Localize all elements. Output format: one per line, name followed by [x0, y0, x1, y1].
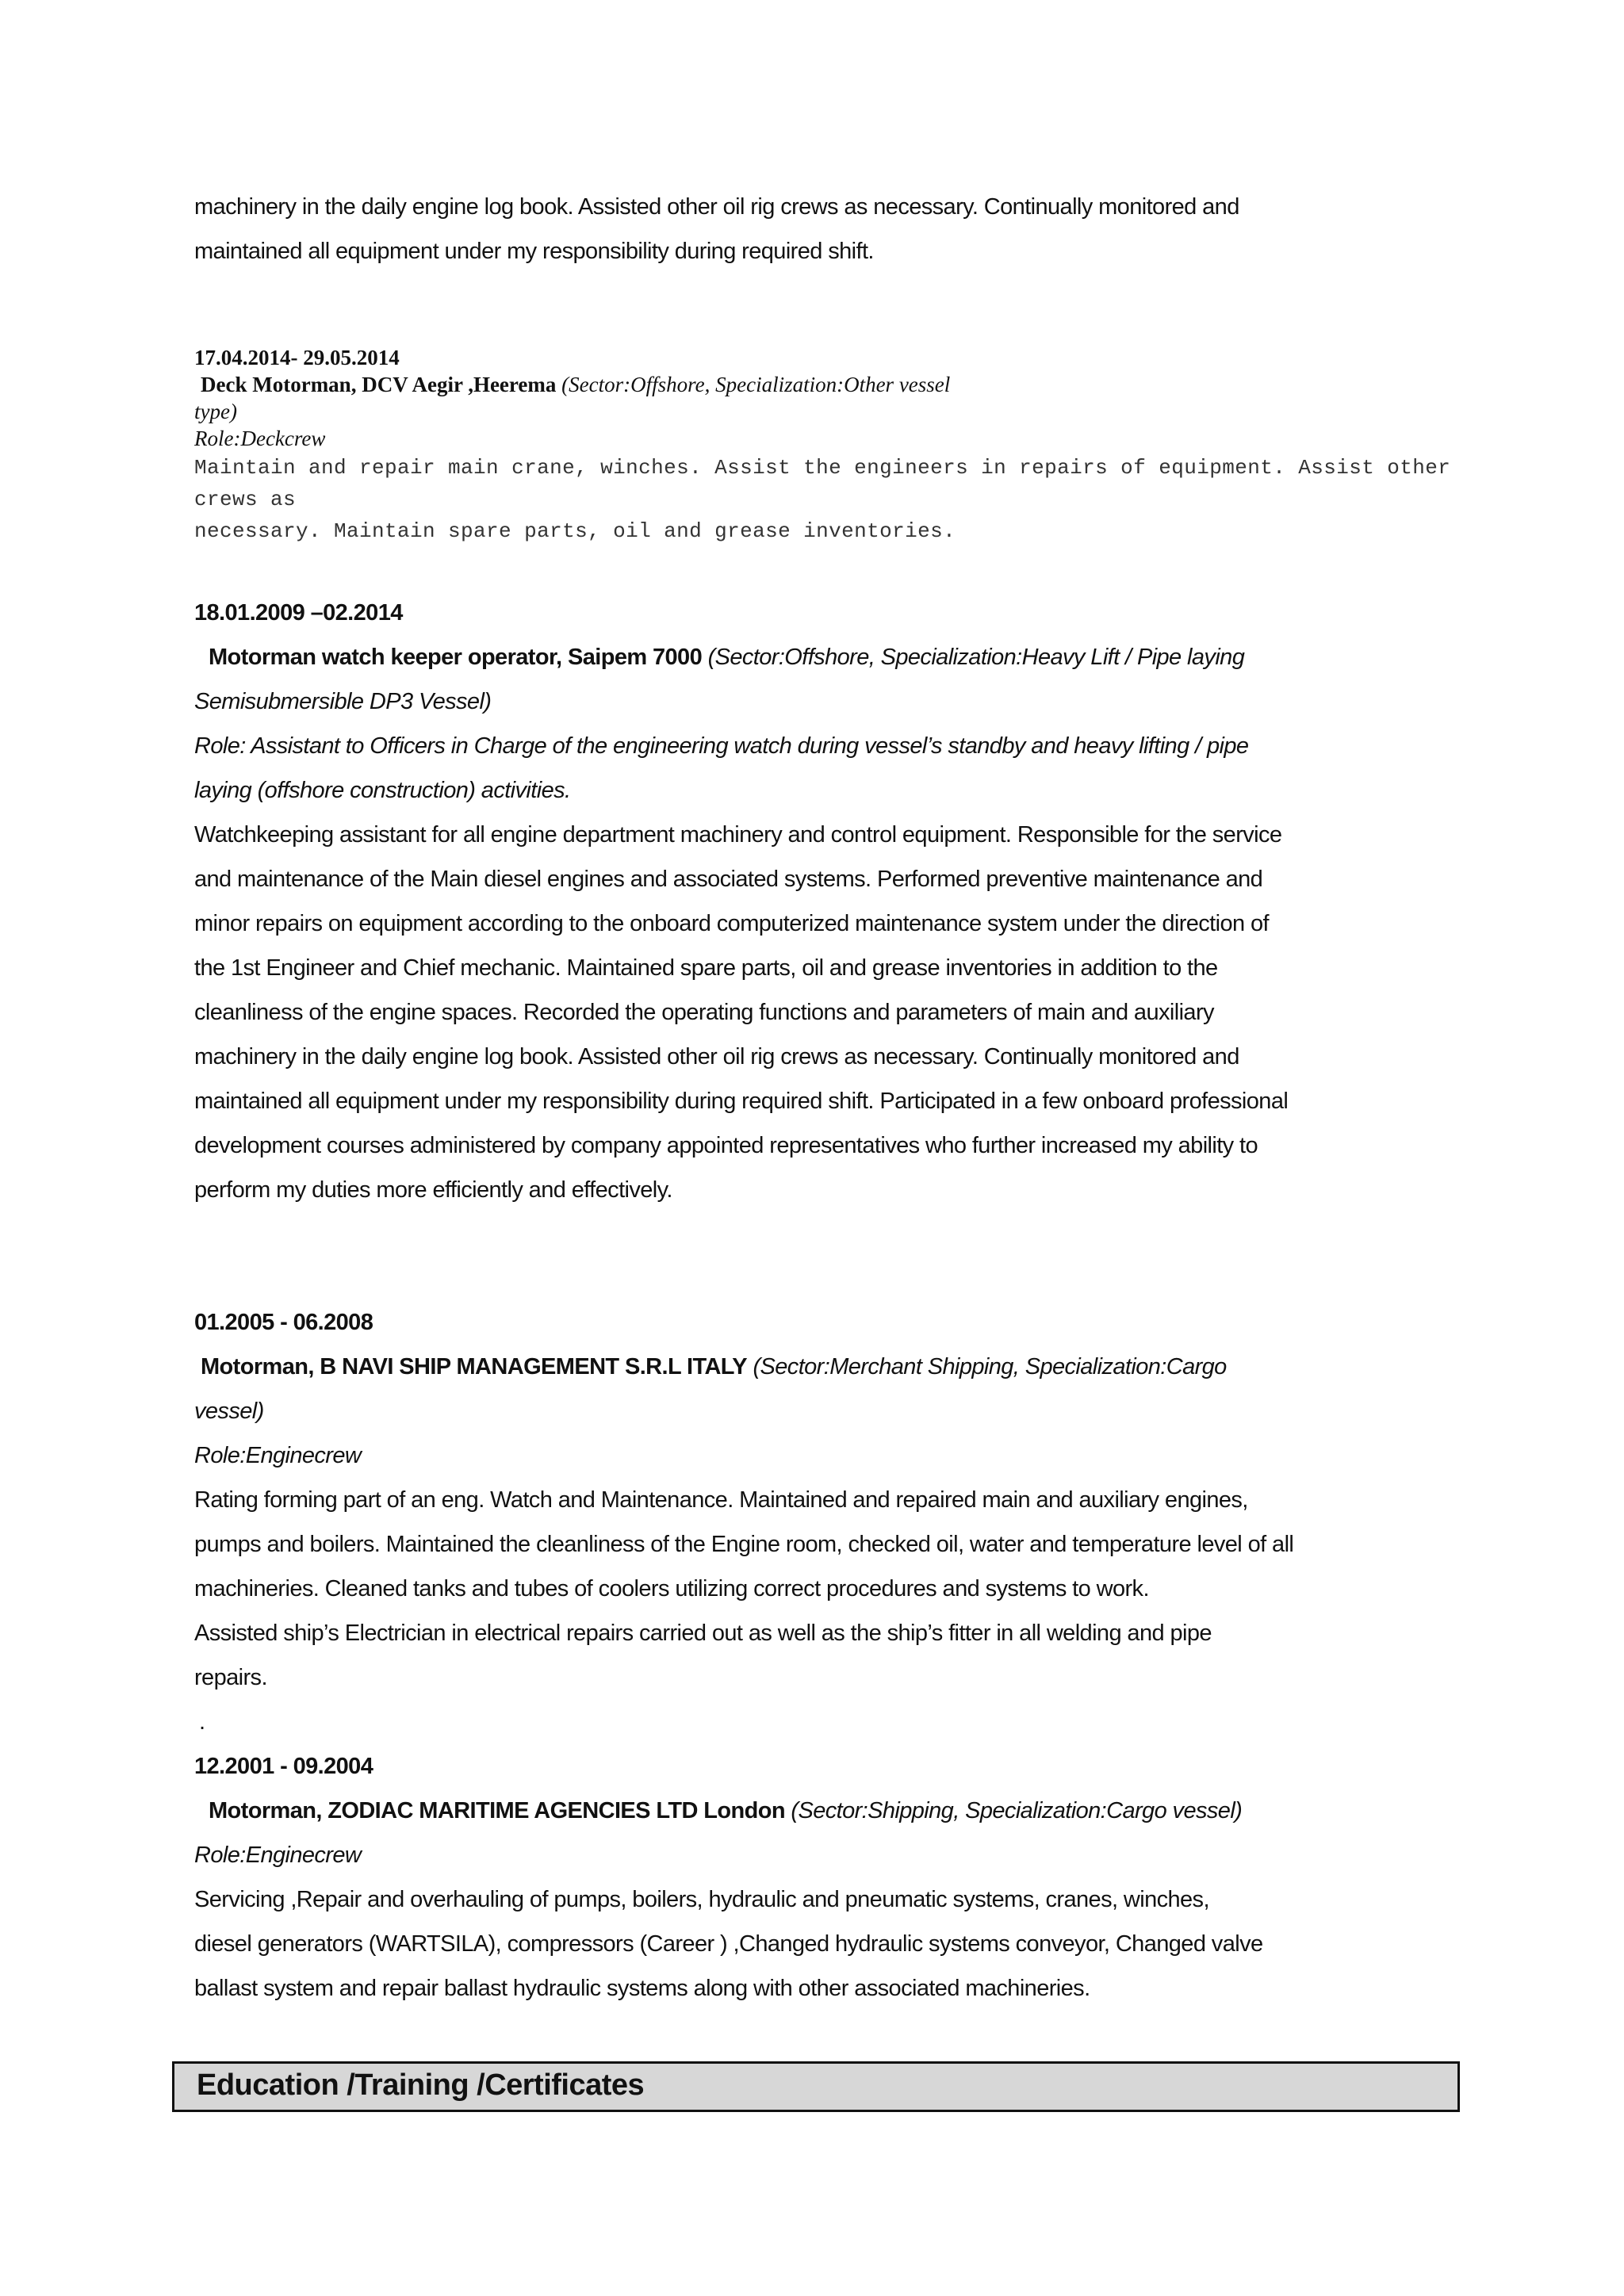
job-heading: [194, 371, 1463, 398]
job-description-line: maintained all equipment under my responsibility during required shift. Participated in a few onboard professional: [194, 1089, 1289, 1114]
job-title: Motorman, ZODIAC MARITIME AGENCIES LTD London: [209, 1798, 785, 1823]
job-description-line: necessary. Maintain spare parts, oil and grease inventories.: [194, 519, 956, 543]
job-entry-aegir: [194, 344, 1463, 547]
job-description-line: Rating forming part of an eng. Watch and Maintenance. Maintained and repaired main and auxiliary engines,: [194, 1487, 1248, 1513]
job-sector-continued: type): [194, 400, 237, 423]
stray-dot: .: [199, 1709, 205, 1735]
job-dates: 12.2001 - 09.2004: [194, 1754, 373, 1779]
job-sector: (Sector:Offshore, Specialization:Other vessel: [561, 373, 951, 396]
job-description-line: ballast system and repair ballast hydraulic systems along with other associated machineries.: [194, 1976, 1090, 2001]
job-description-line: Maintain and repair main crane, winches. Assist the engineers in repairs of equipment. Assist other: [194, 456, 1451, 480]
intro-line-1: machinery in the daily engine log book. Assisted other oil rig crews as necessary. Continually monitored and: [194, 194, 1239, 220]
section-title: Education /Training /Certificates: [197, 2068, 645, 2102]
intro-paragraph: [194, 185, 1463, 274]
education-section-header: [172, 2061, 1460, 2112]
job-role: Role:Enginecrew: [194, 1843, 362, 1868]
job-heading: [194, 1789, 1463, 1833]
job-description-line: cleanliness of the engine spaces. Recorded the operating functions and parameters of main and auxiliary: [194, 1000, 1214, 1025]
job-title: Motorman watch keeper operator, Saipem 7000: [209, 645, 703, 670]
job-description-line: diesel generators (WARTSILA), compressors (Career ) ,Changed hydraulic systems conveyor, Changed valve: [194, 1931, 1263, 1957]
job-role: Role:Enginecrew: [194, 1443, 362, 1468]
job-description-line: machinery in the daily engine log book. Assisted other oil rig crews as necessary. Continually monitored and: [194, 1044, 1239, 1070]
job-title: Deck Motorman, DCV Aegir ,Heerema: [201, 373, 557, 396]
job-sector-continued: vessel): [194, 1399, 264, 1424]
job-title: Motorman, B NAVI SHIP MANAGEMENT S.R.L ITALY: [201, 1354, 747, 1380]
job-role-continued: laying (offshore construction) activities.: [194, 778, 571, 803]
job-sector: (Sector:Merchant Shipping, Specialization:Cargo: [753, 1354, 1227, 1380]
job-dates: 01.2005 - 06.2008: [194, 1310, 373, 1335]
job-description-line: repairs.: [194, 1665, 267, 1690]
job-dates: 17.04.2014- 29.05.2014: [194, 346, 400, 369]
job-description-line: and maintenance of the Main diesel engines and associated systems. Performed preventive maintenance and: [194, 867, 1263, 892]
job-description-line: machineries. Cleaned tanks and tubes of coolers utilizing correct procedures and systems to work.: [194, 1576, 1149, 1601]
job-entry-zodiac: [194, 1744, 1463, 2011]
intro-line-2: maintained all equipment under my responsibility during required shift.: [194, 239, 874, 264]
job-heading: [194, 635, 1463, 679]
job-description-line: pumps and boilers. Maintained the cleanliness of the Engine room, checked oil, water and temperature level of all: [194, 1532, 1294, 1557]
job-sector: (Sector:Shipping, Specialization:Cargo vessel): [791, 1798, 1243, 1823]
job-heading: [194, 1345, 1463, 1389]
job-description-line: Assisted ship’s Electrician in electrical repairs carried out as well as the ship’s fitter in all welding and pipe: [194, 1621, 1212, 1646]
job-description-line: Servicing ,Repair and overhauling of pumps, boilers, hydraulic and pneumatic systems, cranes, winches,: [194, 1887, 1209, 1912]
job-description-line: perform my duties more efficiently and effectively.: [194, 1177, 672, 1203]
job-description-line: minor repairs on equipment according to the onboard computerized maintenance system under the direction of: [194, 911, 1269, 936]
job-description-line: development courses administered by company appointed representatives who further increased my ability to: [194, 1133, 1258, 1158]
job-sector: (Sector:Offshore, Specialization:Heavy Lift / Pipe laying: [707, 645, 1245, 670]
job-entry-saipem: [194, 591, 1463, 1212]
job-role: Role: Assistant to Officers in Charge of the engineering watch during vessel’s standby and heavy lifting / pipe: [194, 733, 1249, 759]
job-role: Role:Deckcrew: [194, 427, 326, 450]
job-sector-continued: Semisubmersible DP3 Vessel): [194, 689, 492, 714]
job-description-line: Watchkeeping assistant for all engine department machinery and control equipment. Responsible for the service: [194, 822, 1282, 848]
job-description-line: crews as: [194, 488, 297, 511]
job-entry-bnavi: [194, 1300, 1463, 1744]
job-description-line: the 1st Engineer and Chief mechanic. Maintained spare parts, oil and grease inventories in addition to the: [194, 955, 1218, 981]
job-dates: 18.01.2009 –02.2014: [194, 600, 403, 626]
